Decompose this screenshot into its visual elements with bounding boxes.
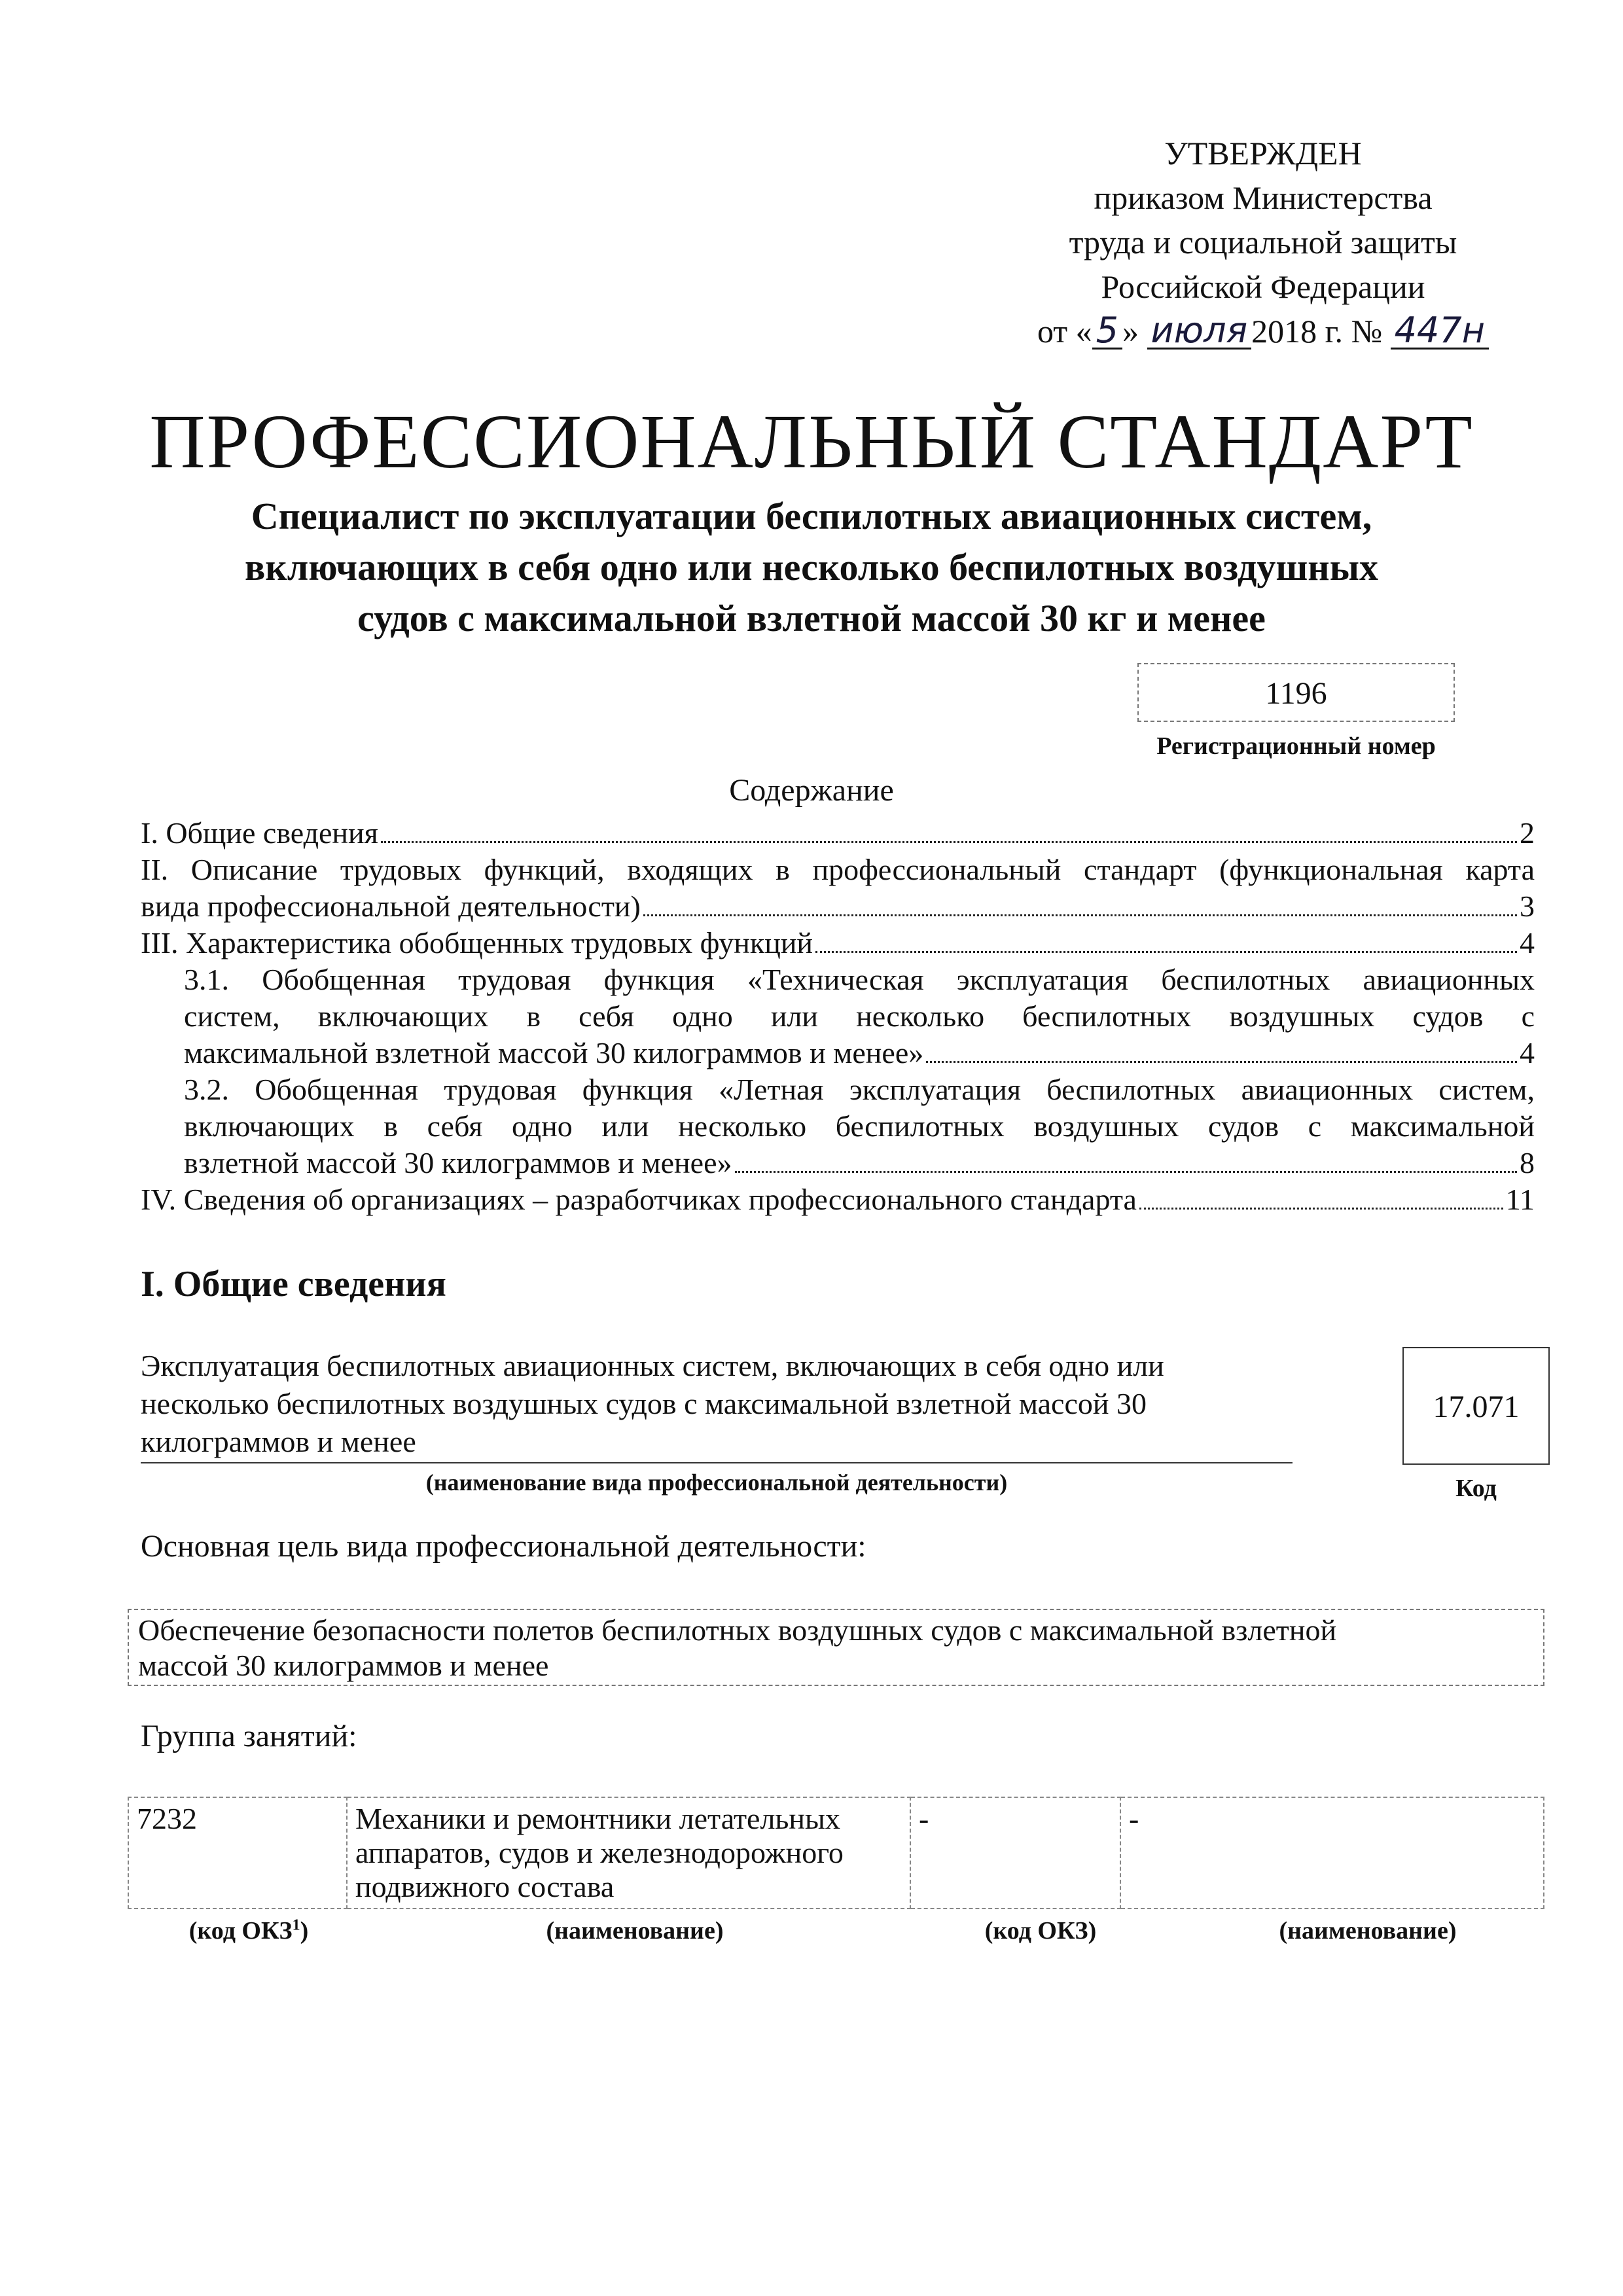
- toc-item-text[interactable]: систем, включающих в себя одно или несколько беспилотных воздушных судов с: [184, 999, 1535, 1033]
- approval-line: приказом Министерства: [1094, 179, 1433, 216]
- toc-item[interactable]: взлетной массой 30 килограммов и менее» 8: [184, 1146, 1535, 1179]
- toc-item[interactable]: максимальной взлетной массой 30 килограммов и менее» 4: [184, 1036, 1535, 1069]
- okz-code-caption: (код ОКЗ): [984, 1917, 1097, 1945]
- okz-name-cell: -: [1120, 1797, 1544, 1909]
- occupation-group-table: [128, 1797, 1544, 1909]
- registration-number-label: Регистрационный номер: [1156, 732, 1436, 760]
- section-heading: I. Общие сведения: [141, 1264, 446, 1304]
- toc-item[interactable]: вида профессиональной деятельности) 3: [141, 889, 1535, 923]
- approval-stamp: [969, 131, 1558, 353]
- document-subtitle: Специалист по эксплуатации беспилотных авиационных систем, включающих в себя одно или несколько беспилотных воздушных судов с максимальной взлетной массой 30 кг и менее: [244, 495, 1378, 639]
- handwritten-order-number: 447н: [1391, 314, 1489, 350]
- toc-item-text[interactable]: включающих в себя одно или несколько беспилотных воздушных судов с максимальной: [184, 1109, 1535, 1143]
- toc-item[interactable]: III. Характеристика обобщенных трудовых функций 4: [141, 926, 1535, 960]
- toc-item[interactable]: IV. Сведения об организациях – разработчиках профессионального стандарта 11: [141, 1183, 1535, 1216]
- activity-code-box: 17.071: [1402, 1347, 1550, 1465]
- handwritten-month: июля: [1147, 314, 1252, 350]
- okz-name-cell: Механики и ремонтники летательных аппаратов, судов и железнодорожного подвижного состава: [347, 1797, 910, 1909]
- okz-name-caption: (наименование): [1279, 1917, 1457, 1945]
- goal-label: Основная цель вида профессиональной деятельности:: [141, 1529, 866, 1564]
- okz-code-cell: -: [910, 1797, 1120, 1909]
- approval-heading: УТВЕРЖДЕН: [1164, 135, 1362, 171]
- group-label: Группа занятий:: [141, 1719, 357, 1753]
- okz-code-cell: 7232: [128, 1797, 347, 1909]
- toc-title: Содержание: [729, 773, 894, 808]
- table-of-contents: [141, 815, 1535, 1218]
- activity-code-caption: Код: [1455, 1475, 1497, 1502]
- toc-item[interactable]: I. Общие сведения 2: [141, 816, 1535, 850]
- toc-item-text[interactable]: II. Описание трудовых функций, входящих в профессиональный стандарт (функциональная карта: [141, 853, 1535, 886]
- divider: [141, 1462, 1293, 1463]
- okz-name-caption: (наименование): [546, 1917, 724, 1945]
- approval-line: труда и социальной защиты: [1069, 224, 1457, 260]
- document-title: ПРОФЕССИОНАЛЬНЫЙ СТАНДАРТ: [149, 399, 1474, 484]
- toc-item-text[interactable]: 3.1. Обобщенная трудовая функция «Техническая эксплуатация беспилотных авиационных: [184, 963, 1535, 996]
- approval-line: Российской Федерации: [1101, 268, 1425, 305]
- approval-date-line: от « 5 » июля 2018 г. № 447н: [969, 309, 1558, 353]
- toc-item-text[interactable]: 3.2. Обобщенная трудовая функция «Летная эксплуатация беспилотных авиационных систем,: [184, 1073, 1535, 1106]
- registration-number-box: 1196: [1137, 663, 1455, 722]
- okz-code-caption: (код ОКЗ$^1$): [188, 1916, 309, 1945]
- table-row: [128, 1797, 1544, 1909]
- activity-name: Эксплуатация беспилотных авиационных систем, включающих в себя одно или несколько беспилотных воздушных судов с максимальной взлетной массой 30 килограммов и менее: [141, 1349, 1164, 1458]
- handwritten-day: 5: [1092, 314, 1122, 350]
- goal-box: Обеспечение безопасности полетов беспилотных воздушных судов с максимальной взлетной массой 30 килограммов и менее: [128, 1609, 1544, 1686]
- activity-caption: (наименование вида профессиональной деятельности): [425, 1469, 1008, 1496]
